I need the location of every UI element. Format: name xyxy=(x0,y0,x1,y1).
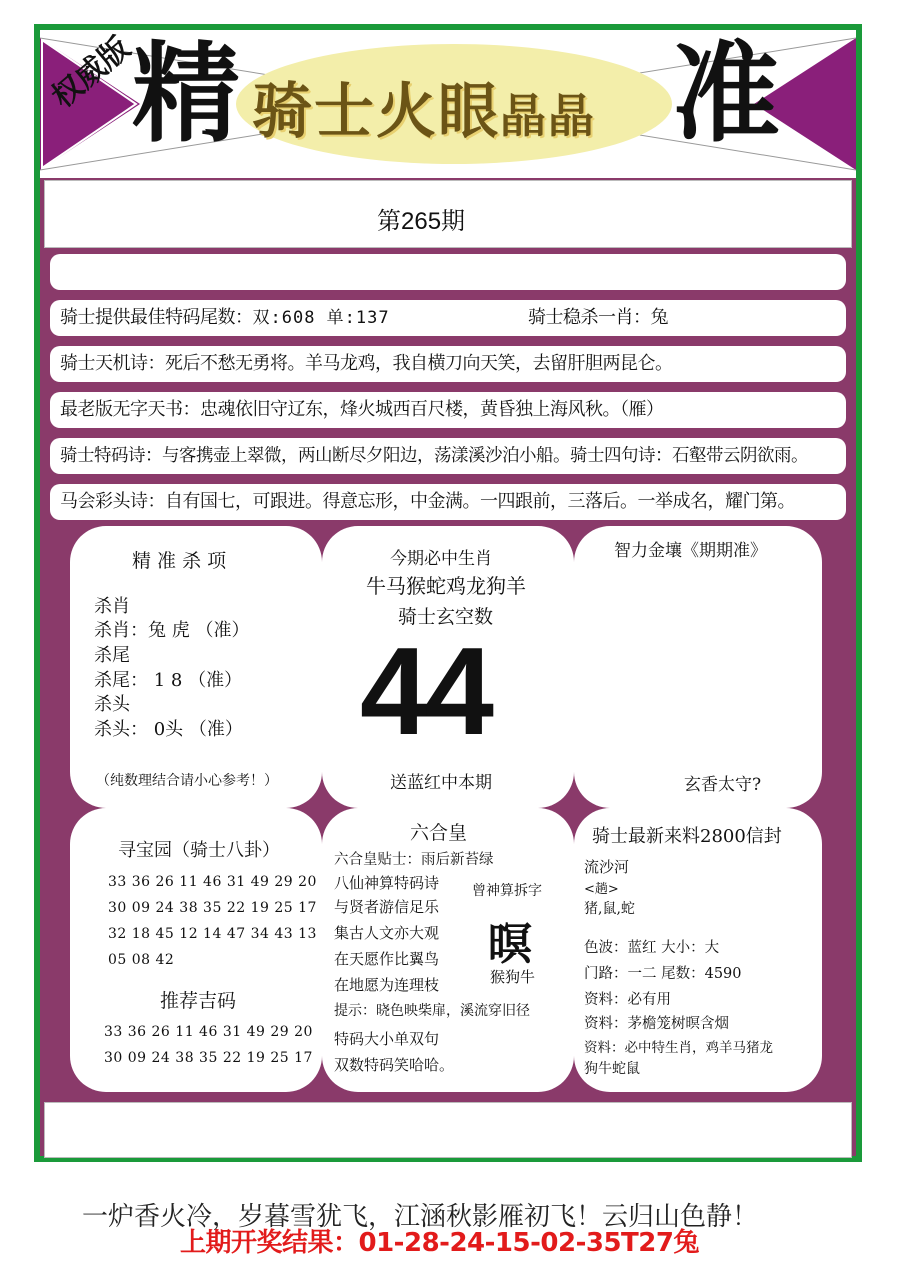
letter-line: 猪,鼠,蛇 xyxy=(584,901,635,917)
bottom-poem: 一炉香火冷，岁暮雪犹飞，江涵秋影雁初飞！云归山色静！ xyxy=(82,1202,759,1232)
kill-line: 杀头： 0头 （准） xyxy=(94,719,243,740)
header xyxy=(40,30,856,178)
kill-line: 杀尾 xyxy=(94,645,130,666)
header-left-char: 精 xyxy=(132,31,241,157)
char-animals: 猴狗牛 xyxy=(490,968,536,986)
letter-line: 流沙河 xyxy=(584,858,630,876)
lhh-poem: 集古人文亦大观 xyxy=(334,924,440,942)
issue-number: 第265期 xyxy=(377,208,466,235)
recommend-row: 30 09 24 38 35 22 19 25 17 xyxy=(104,1050,313,1066)
zhili-card xyxy=(574,526,822,808)
center-card xyxy=(322,526,574,808)
letter-line: 狗牛蛇鼠 xyxy=(584,1061,640,1077)
kill-card xyxy=(70,526,322,808)
treasure-row: 05 08 42 xyxy=(108,952,175,968)
treasure-row: 30 09 24 38 35 22 19 25 17 xyxy=(108,900,317,916)
lucky-number: 44 xyxy=(360,623,490,761)
title-main: 骑士火眼 xyxy=(252,77,500,147)
row-value: 自有国七，可跟进。得意忘形，中金满。一四跟前，三落后。一举成名，耀门第。 xyxy=(165,491,795,512)
zhili-bottom: 玄香太守? xyxy=(684,775,762,795)
row-right xyxy=(528,300,668,336)
treasure-row: 32 18 45 12 14 47 34 43 13 xyxy=(108,926,317,942)
lhh-title: 六合皇 xyxy=(410,822,468,844)
row-right-label: 骑士稳杀一肖： xyxy=(528,307,651,328)
empty-row xyxy=(50,254,846,290)
treasure-row: 33 36 26 11 46 31 49 29 20 xyxy=(108,874,317,890)
kill-line: 杀头 xyxy=(94,694,130,715)
lhh-tail: 双数特码笑哈哈。 xyxy=(334,1056,455,1074)
kill-line: 杀尾： 1 8 （准） xyxy=(94,670,243,691)
center-zodiacs: 牛马猴蛇鸡龙狗羊 xyxy=(366,574,526,598)
center-line3: 骑士玄空数 xyxy=(398,606,494,628)
row-tianji-poem xyxy=(50,346,846,382)
row-tail-numbers xyxy=(50,300,846,336)
recommend-title: 推荐吉码 xyxy=(160,990,237,1012)
row-value: 死后不愁无勇将。羊马龙鸡，我自横刀向天笑，去留肝胆两昆仑。 xyxy=(165,353,673,374)
row-label: 骑士天机诗： xyxy=(60,353,165,374)
title-small: 晶晶 xyxy=(500,89,596,143)
recommend-row: 33 36 26 11 46 31 49 29 20 xyxy=(104,1024,313,1040)
row-value: 与客携壶上翠微，两山断尽夕阳边，荡漾溪沙泊小船。骑士四句诗：石壑带云阴欲雨。 xyxy=(162,446,808,466)
row-label: 骑士提供最佳特码尾数： xyxy=(60,307,253,328)
lhh-poem: 在天愿作比翼鸟 xyxy=(334,950,440,968)
page-title xyxy=(252,64,596,150)
letter-line: 资料：茅檐笼树暝含烟 xyxy=(584,1016,729,1032)
last-result: 上期开奖结果：01-28-24-15-02-35T27兔 xyxy=(180,1228,699,1258)
treasure-card xyxy=(70,808,322,1092)
row-special-poem xyxy=(50,438,846,474)
treasure-title: 寻宝园（骑士八卦） xyxy=(118,840,280,861)
lhh-hint: 提示：晓色映柴扉，溪流穿旧径 xyxy=(334,1003,530,1019)
zhili-title: 智力金壤《期期准》 xyxy=(614,541,767,561)
lhh-tail: 特码大小单双句 xyxy=(334,1030,440,1048)
center-line1: 今期必中生肖 xyxy=(390,549,492,569)
letter-line: 色波：蓝红 大小：大 xyxy=(584,940,720,956)
lhh-poem: 八仙神算特码诗 xyxy=(334,874,440,892)
main-frame xyxy=(34,24,862,1162)
kill-line: 杀肖：兔 虎 （准） xyxy=(94,620,250,641)
row-label: 骑士特码诗： xyxy=(60,446,162,466)
center-bottom: 送蓝红中本期 xyxy=(390,773,492,793)
letter-line: 资料：必中特生肖，鸡羊马猪龙 xyxy=(584,1040,773,1056)
header-right-char: 准 xyxy=(672,31,781,157)
letter-card xyxy=(574,808,822,1092)
row-right-value: 兔 xyxy=(650,307,668,328)
row-value: 双:608 单:137 xyxy=(252,308,390,328)
authority-badge: 权威版 xyxy=(45,30,137,116)
letter-title: 骑士最新来料2800信封 xyxy=(592,826,782,847)
letter-line: <趟> xyxy=(584,882,619,897)
kill-line: 杀肖 xyxy=(94,596,130,617)
kill-card-note: （纯数理结合请小心参考！） xyxy=(96,773,278,789)
char-title: 曾神算拆字 xyxy=(472,883,542,899)
split-char: 暝 xyxy=(488,919,532,970)
row-value: 忠魂依旧守辽东，烽火城西百尺楼，黄昏独上海风秋。（雁） xyxy=(200,399,664,420)
row-label: 马会彩头诗： xyxy=(60,491,165,512)
kill-card-title: 精 准 杀 项 xyxy=(132,550,227,572)
lhh-card xyxy=(322,808,574,1092)
row-caitou-poem xyxy=(50,484,846,520)
letter-line: 资料：必有用 xyxy=(584,992,671,1008)
letter-line: 门路：一二 尾数：4590 xyxy=(584,966,742,982)
lhh-sticker: 六合皇贴士：雨后新苔绿 xyxy=(334,852,494,868)
issue-bar xyxy=(44,180,852,248)
footer-bar xyxy=(44,1102,852,1158)
lhh-poem: 在地愿为连理枝 xyxy=(334,976,440,994)
row-tianshu xyxy=(50,392,846,428)
row-label: 最老版无字天书： xyxy=(60,399,200,420)
lhh-poem: 与贤者游信足乐 xyxy=(334,898,440,916)
